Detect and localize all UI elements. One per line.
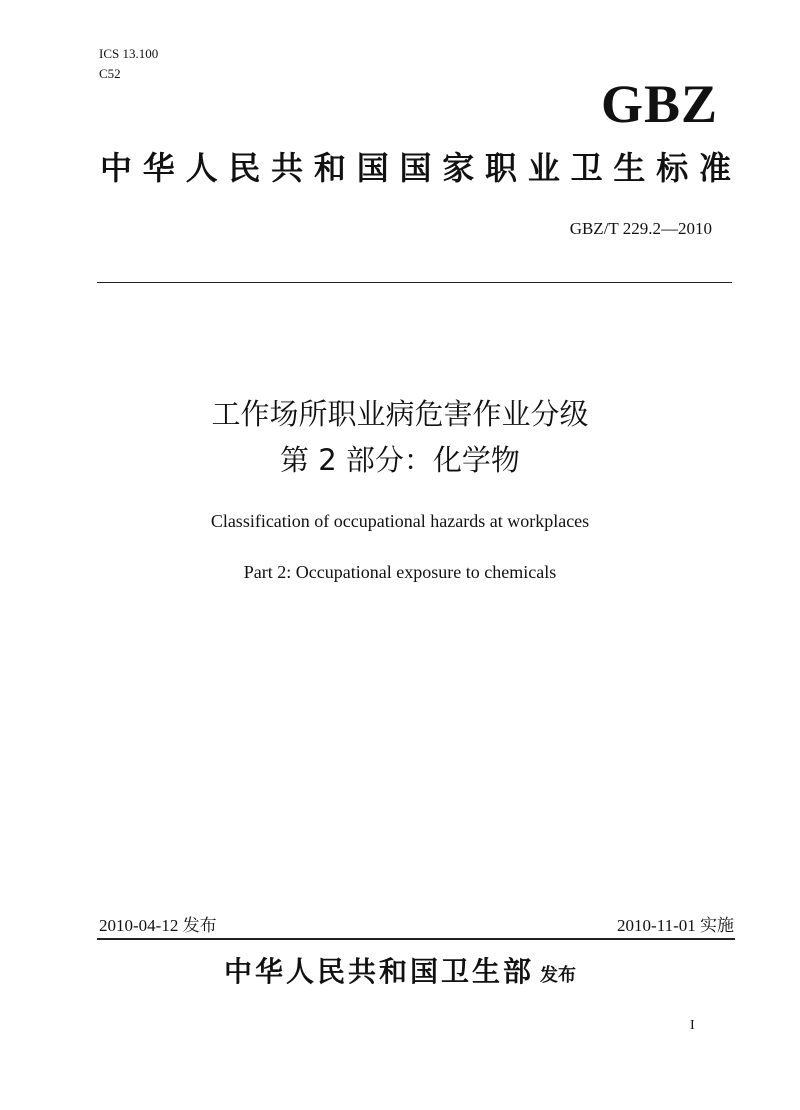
standard-category: 中华人民共和国国家职业卫生标准 <box>100 149 732 187</box>
standard-number: GBZ/T 229.2—2010 <box>569 219 712 238</box>
header-divider <box>97 282 732 283</box>
issuer-line <box>0 952 800 996</box>
implementation-date: 2010-11-01 实施 <box>617 916 734 935</box>
title-chinese-line-1: 工作场所职业病危害作业分级 <box>211 397 589 431</box>
footer-divider <box>97 938 735 940</box>
issuer-name: 中华人民共和国卫生部 <box>223 955 534 988</box>
ccs-code: C52 <box>99 66 121 81</box>
issuer-verb: 发布 <box>540 965 576 986</box>
title-english-line-2: Part 2: Occupational exposure to chemicals <box>243 562 557 582</box>
title-english-line-1: Classification of occupational hazards at workplaces <box>210 511 590 531</box>
page-mark: I <box>690 1018 695 1033</box>
title-chinese-line-2: 第 2 部分：化学物 <box>280 443 520 477</box>
ics-code: ICS 13.100 <box>99 46 159 61</box>
issue-date: 2010-04-12 发布 <box>99 916 217 935</box>
gbz-logo: GBZ <box>600 74 718 134</box>
